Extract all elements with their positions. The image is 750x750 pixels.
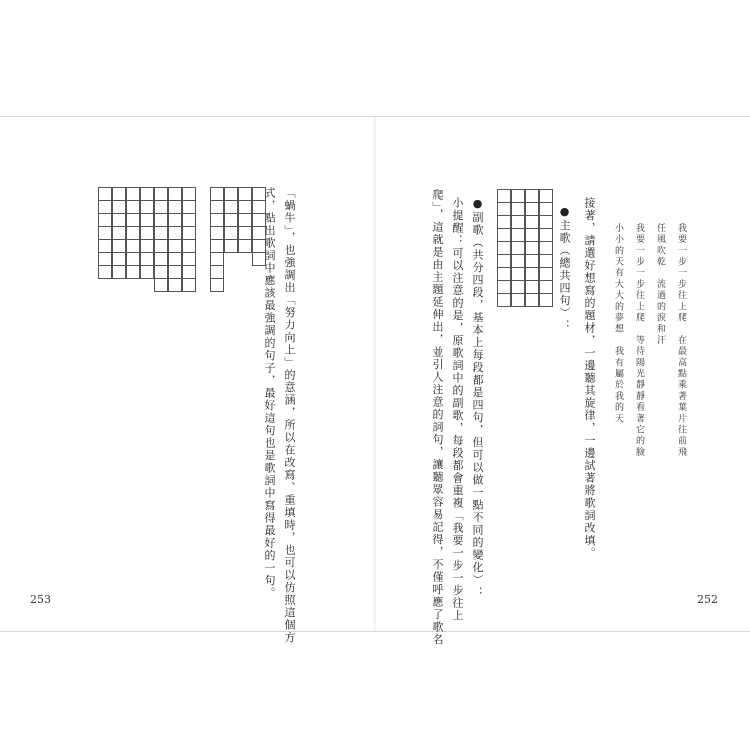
grid-cell bbox=[210, 239, 224, 253]
grid-cell bbox=[182, 239, 196, 253]
grid-cell bbox=[511, 241, 525, 255]
grid-column bbox=[112, 187, 126, 279]
grid-cell bbox=[168, 278, 182, 292]
grid-column bbox=[168, 187, 182, 292]
grid-cell bbox=[154, 200, 168, 214]
grid-cell bbox=[98, 265, 112, 279]
lyric-line: 我要一步一步往上爬 等待陽光靜靜看著它的臉 bbox=[634, 223, 644, 459]
grid-cell bbox=[224, 239, 238, 253]
grid-cell bbox=[98, 252, 112, 266]
grid-cell bbox=[525, 202, 539, 216]
grid-cell bbox=[98, 200, 112, 214]
grid-cell bbox=[154, 278, 168, 292]
grid-cell bbox=[168, 226, 182, 240]
grid-cell bbox=[126, 252, 140, 266]
grid-cell bbox=[511, 293, 525, 307]
grid-cell bbox=[98, 239, 112, 253]
grid-cell bbox=[497, 267, 511, 281]
grid-cell bbox=[539, 293, 553, 307]
grid-column bbox=[525, 189, 539, 307]
grid-cell bbox=[154, 226, 168, 240]
grid-cell bbox=[497, 189, 511, 203]
grid-cell bbox=[140, 252, 154, 266]
grid-cell bbox=[210, 200, 224, 214]
grid-cell bbox=[525, 267, 539, 281]
grid-cell bbox=[210, 226, 224, 240]
page-number: 253 bbox=[30, 593, 51, 606]
grid-cell bbox=[252, 200, 266, 214]
grid-cell bbox=[238, 187, 252, 201]
grid-cell bbox=[168, 239, 182, 253]
grid-cell bbox=[224, 200, 238, 214]
grid-cell bbox=[168, 265, 182, 279]
grid-cell bbox=[168, 252, 182, 266]
grid-column bbox=[497, 189, 511, 307]
section-heading-verse: ●主歌（總共四句）： bbox=[558, 205, 571, 332]
grid-cell bbox=[98, 213, 112, 227]
grid-cell bbox=[497, 202, 511, 216]
reminder-text: 小提醒：可以注意的是，原歌詞中的副歌，每段都會重複「我要一步一步往上 bbox=[451, 197, 464, 622]
grid-cell bbox=[112, 213, 126, 227]
grid-cell bbox=[126, 239, 140, 253]
grid-cell bbox=[182, 265, 196, 279]
grid-cell bbox=[539, 267, 553, 281]
grid-cell bbox=[525, 215, 539, 229]
grid-cell bbox=[525, 293, 539, 307]
grid-cell bbox=[252, 252, 266, 266]
grid-cell bbox=[539, 280, 553, 294]
grid-cell bbox=[154, 239, 168, 253]
grid-cell bbox=[497, 228, 511, 242]
grid-cell bbox=[154, 252, 168, 266]
grid-cell bbox=[525, 280, 539, 294]
grid-cell bbox=[140, 265, 154, 279]
grid-cell bbox=[140, 200, 154, 214]
grid-cell bbox=[511, 267, 525, 281]
grid-cell bbox=[126, 226, 140, 240]
grid-cell bbox=[497, 215, 511, 229]
grid-cell bbox=[182, 213, 196, 227]
grid-column bbox=[224, 187, 238, 253]
grid-column bbox=[98, 187, 112, 279]
reminder-text: 爬」，這就是由主題延伸出，並引人注意的詞句，讓聽眾容易記得，不僅呼應了歌名 bbox=[431, 189, 444, 646]
grid-cell bbox=[182, 200, 196, 214]
grid-cell bbox=[497, 293, 511, 307]
grid-cell bbox=[539, 254, 553, 268]
grid-cell bbox=[112, 252, 126, 266]
grid-cell bbox=[98, 226, 112, 240]
grid-cell bbox=[126, 187, 140, 201]
grid-cell bbox=[539, 189, 553, 203]
grid-cell bbox=[511, 254, 525, 268]
book-spread bbox=[0, 116, 750, 646]
grid-cell bbox=[140, 226, 154, 240]
grid-cell bbox=[112, 239, 126, 253]
instruction-text: 接著，請選好想寫的題材，一邊聽其旋律，一邊試著將歌詞改填。 bbox=[583, 197, 596, 560]
grid-cell bbox=[210, 187, 224, 201]
grid-cell bbox=[224, 187, 238, 201]
grid-cell bbox=[497, 254, 511, 268]
grid-cell bbox=[98, 187, 112, 201]
grid-cell bbox=[210, 265, 224, 279]
body-text: 式，點出歌詞中應該最強調的句子，最好這句也是歌詞中寫得最好的一句。 bbox=[263, 187, 276, 600]
grid-cell bbox=[210, 213, 224, 227]
grid-cell bbox=[112, 200, 126, 214]
grid-cell bbox=[112, 187, 126, 201]
grid-cell bbox=[168, 200, 182, 214]
grid-cell bbox=[140, 187, 154, 201]
grid-column bbox=[140, 187, 154, 279]
grid-cell bbox=[154, 187, 168, 201]
grid-cell bbox=[511, 215, 525, 229]
grid-cell bbox=[126, 200, 140, 214]
grid-cell bbox=[497, 241, 511, 255]
grid-cell bbox=[168, 213, 182, 227]
grid-cell bbox=[182, 226, 196, 240]
grid-cell bbox=[210, 252, 224, 266]
grid-cell bbox=[154, 265, 168, 279]
grid-column bbox=[126, 187, 140, 279]
body-text: 「蝸牛」，也強調出「努力向上」的意涵，所以在改寫、重填時，也可以仿照這個方 bbox=[283, 187, 296, 644]
page-number: 252 bbox=[697, 593, 718, 606]
grid-column bbox=[252, 187, 266, 266]
grid-cell bbox=[238, 200, 252, 214]
lyric-line: 我要一步一步往上爬 在最高點乘著葉片往前飛 bbox=[676, 223, 686, 459]
grid-column bbox=[210, 187, 224, 292]
grid-cell bbox=[140, 213, 154, 227]
grid-column bbox=[154, 187, 168, 292]
grid-column bbox=[511, 189, 525, 307]
grid-column bbox=[182, 187, 196, 292]
grid-cell bbox=[224, 213, 238, 227]
lyric-line: 任風吹乾 流過的淚和汗 bbox=[655, 223, 665, 347]
grid-cell bbox=[140, 239, 154, 253]
grid-cell bbox=[539, 241, 553, 255]
grid-cell bbox=[511, 189, 525, 203]
grid-cell bbox=[126, 265, 140, 279]
grid-cell bbox=[525, 241, 539, 255]
grid-cell bbox=[539, 228, 553, 242]
grid-cell bbox=[511, 202, 525, 216]
grid-cell bbox=[182, 187, 196, 201]
grid-cell bbox=[112, 265, 126, 279]
grid-cell bbox=[154, 213, 168, 227]
grid-cell bbox=[252, 239, 266, 253]
grid-cell bbox=[539, 202, 553, 216]
grid-cell bbox=[252, 187, 266, 201]
grid-cell bbox=[182, 278, 196, 292]
grid-cell bbox=[126, 213, 140, 227]
grid-cell bbox=[238, 213, 252, 227]
grid-cell bbox=[525, 189, 539, 203]
lyric-line: 小小的天有大大的夢想 我有屬於我的天 bbox=[613, 223, 623, 425]
grid-cell bbox=[525, 228, 539, 242]
grid-cell bbox=[182, 252, 196, 266]
grid-cell bbox=[539, 215, 553, 229]
grid-cell bbox=[511, 228, 525, 242]
grid-cell bbox=[168, 187, 182, 201]
grid-cell bbox=[224, 226, 238, 240]
grid-cell bbox=[238, 239, 252, 253]
grid-cell bbox=[525, 254, 539, 268]
section-heading-chorus: ●副歌（共分四段，基本上每段都是四句，但可以做一點不同的變化）： bbox=[471, 197, 484, 599]
grid-column bbox=[238, 187, 252, 253]
grid-cell bbox=[238, 226, 252, 240]
grid-cell bbox=[112, 226, 126, 240]
grid-cell bbox=[497, 280, 511, 294]
grid-cell bbox=[252, 213, 266, 227]
grid-cell bbox=[252, 226, 266, 240]
page-gutter bbox=[374, 117, 376, 631]
grid-column bbox=[539, 189, 553, 307]
grid-cell bbox=[210, 278, 224, 292]
grid-cell bbox=[511, 280, 525, 294]
